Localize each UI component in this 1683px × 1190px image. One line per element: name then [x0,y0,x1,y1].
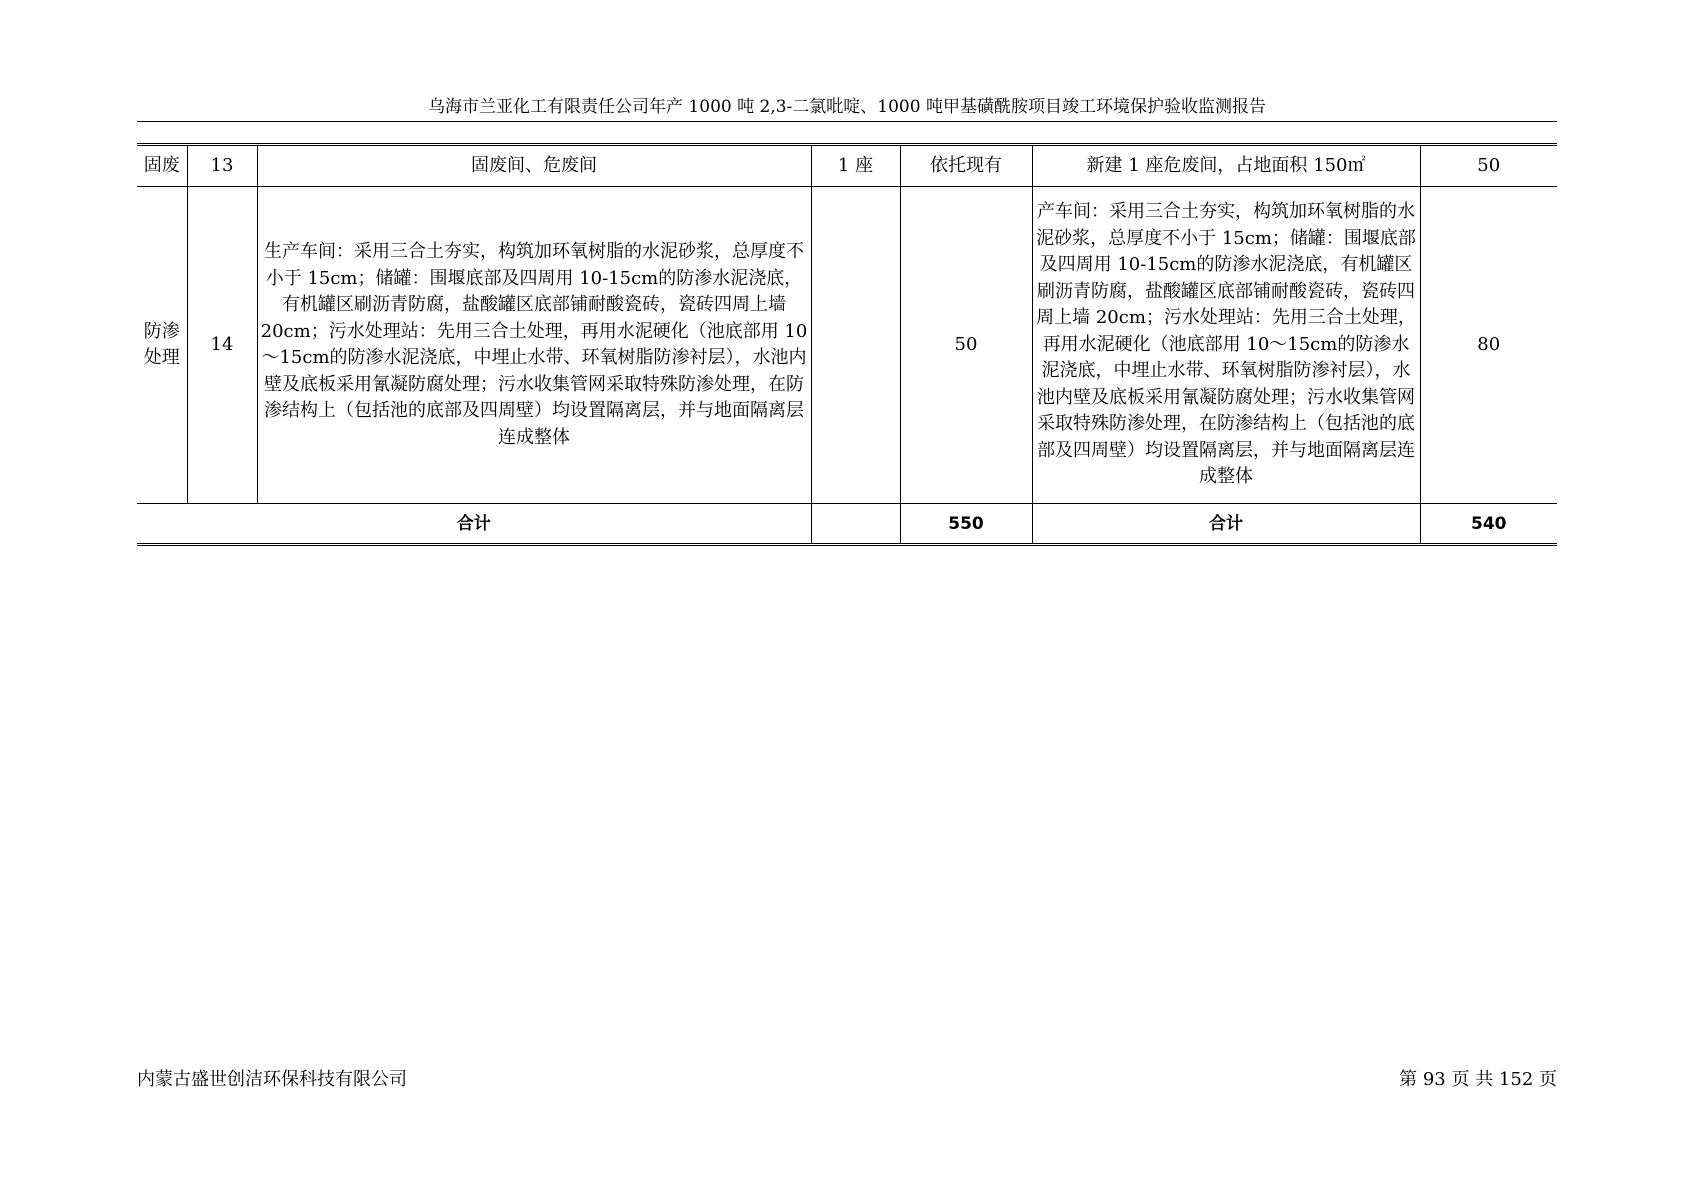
footer-company: 内蒙古盛世创洁环保科技有限公司 [137,1069,407,1090]
actual-investment-cell: 50 [1420,146,1557,187]
quantity-cell [811,187,900,504]
total-design-investment-cell: 550 [900,504,1032,544]
category-cell: 防渗处理 [137,187,187,504]
total-empty-cell [811,504,900,544]
investment-table [137,146,1557,543]
actual-investment-cell: 80 [1420,187,1557,504]
header-rule [137,121,1557,122]
table-row-anti-seepage [137,187,1557,504]
design-content-cell: 生产车间：采用三合土夯实，构筑加环氧树脂的水泥砂浆，总厚度不小于 15cm；储罐：围堰底部及四周用 10-15cm的防渗水泥浇底，有机罐区刷沥青防腐，盐酸罐区底部铺耐酸瓷砖，瓷砖四周上墙 20cm；污水处理站：先用三合土处理，再用水泥硬化（池底部用 10～15cm的防渗水泥浇底，中埋止水带、环氧树脂防渗衬层），水池内壁及底板采用氰凝防腐处理；污水收集管网采取特殊防渗处理，在防渗结构上（包括池的底部及四周壁）均设置隔离层，并与地面隔离层连成整体 [257,187,811,504]
number-cell: 14 [187,187,257,504]
total-actual-investment-cell: 540 [1420,504,1557,544]
table-row-total [137,504,1557,544]
category-cell: 固废 [137,146,187,187]
footer-page-number: 第 93 页 共 152 页 [1399,1069,1557,1090]
number-cell: 13 [187,146,257,187]
design-investment-cell: 50 [900,187,1032,504]
investment-table-container [137,143,1557,546]
actual-content-cell: 产车间：采用三合土夯实，构筑加环氧树脂的水泥砂浆，总厚度不小于 15cm；储罐：围堰底部及四周用 10-15cm的防渗水泥浇底，有机罐区刷沥青防腐，盐酸罐区底部铺耐酸瓷砖，瓷砖四周上墙 20cm；污水处理站：先用三合土处理，再用水泥硬化（池底部用 10～15cm的防渗水泥浇底，中埋止水带、环氧树脂防渗衬层），水池内壁及底板采用氰凝防腐处理；污水收集管网采取特殊防渗处理，在防渗结构上（包括池的底部及四周壁）均设置隔离层，并与地面隔离层连成整体 [1032,187,1420,504]
table-row-solid-waste [137,146,1557,187]
design-investment-cell: 依托现有 [900,146,1032,187]
total-label-cell: 合计 [137,504,811,544]
quantity-cell: 1 座 [811,146,900,187]
actual-content-cell: 新建 1 座危废间，占地面积 150㎡ [1032,146,1420,187]
page-header-title: 乌海市兰亚化工有限责任公司年产 1000 吨 2,3-二氯吡啶、1000 吨甲基磺酰胺项目竣工环境保护验收监测报告 [428,97,1266,117]
design-content-cell: 固废间、危废间 [257,146,811,187]
total-actual-label-cell: 合计 [1032,504,1420,544]
